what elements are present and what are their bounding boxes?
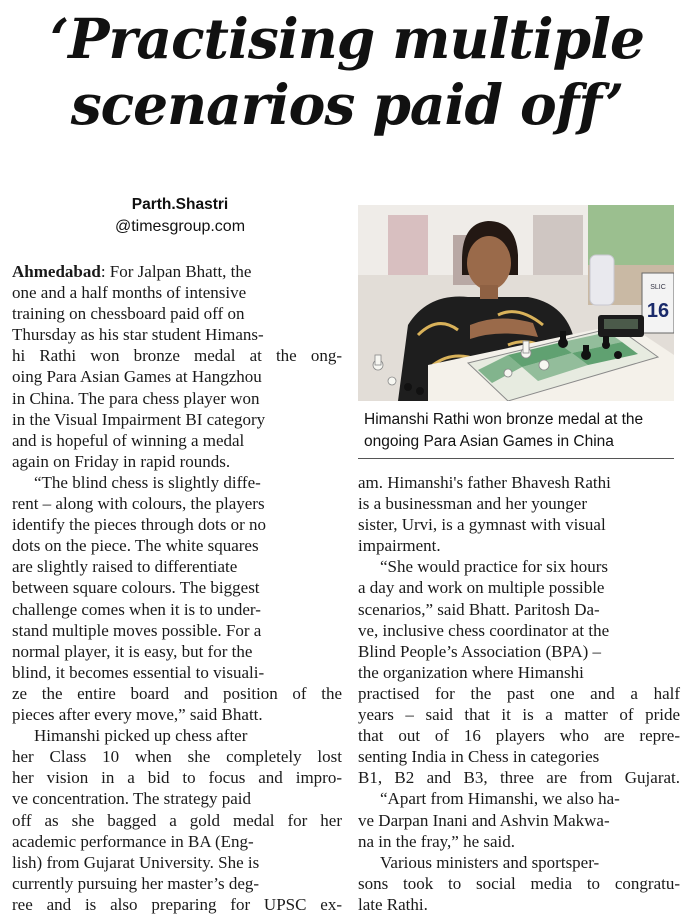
- article-line: sons took to social media to congratu-: [358, 873, 680, 893]
- article-line: blind, it becomes essential to visuali-: [12, 662, 265, 682]
- article-line: her Class 10 when she completely lost: [12, 747, 342, 767]
- article-line: dots on the piece. The white squares: [12, 536, 259, 556]
- article-line: ze the entire board and position of the: [12, 683, 342, 703]
- table-brand: SLIC: [650, 284, 666, 291]
- article-line: ve Darpan Inani and Ashvin Makwa-: [358, 810, 610, 830]
- article-line: between square colours. The biggest: [12, 578, 260, 598]
- article-line: hi Rathi won bronze medal at the ong-: [12, 346, 342, 366]
- article-line: her vision in a bid to focus and impro-: [12, 768, 342, 788]
- article-line: that out of 16 players who are repre-: [358, 726, 680, 746]
- article-line: normal player, it is easy, but for the: [12, 641, 253, 661]
- article-line: identify the pieces through dots or no: [12, 515, 267, 535]
- article-line: Thursday as his star student Himans-: [12, 325, 264, 345]
- article-line: currently pursuing her master’s deg-: [12, 873, 260, 893]
- article-line: and is hopeful of winning a medal: [12, 430, 245, 450]
- article-line: is a businessman and her younger: [358, 494, 587, 514]
- article-line: : For Jalpan Bhatt, the: [100, 262, 252, 281]
- article-line: the organization where Himanshi: [358, 662, 584, 682]
- dateline: Ahmedabad: [12, 262, 101, 281]
- byline-author: Parth.Shastri: [131, 196, 229, 213]
- article-line: impairment.: [358, 536, 441, 556]
- caption-line-2: ongoing Para Asian Games in China: [364, 433, 614, 450]
- article-line: in China. The para chess player won: [12, 388, 260, 408]
- article-line: B1, B2 and B3, three are from Gujarat.: [358, 768, 680, 788]
- headline-line-1: ‘Practising multiple: [49, 6, 645, 71]
- article-line: senting India in Chess in categories: [358, 747, 600, 767]
- article-line: scenarios,” said Bhatt. Paritosh Da-: [358, 599, 600, 619]
- caption-line-1: Himanshi Rathi won bronze medal at the: [364, 411, 644, 428]
- article-line: am. Himanshi's father Bhavesh Rathi: [358, 473, 611, 492]
- chess-player-illustration: [358, 205, 674, 401]
- article-line: sister, Urvi, is a gymnast with visual: [358, 515, 606, 535]
- article-line: ve, inclusive chess coordinator at the: [358, 620, 610, 640]
- article-line: a day and work on multiple possible: [358, 578, 605, 598]
- photo-caption: [358, 401, 674, 459]
- article-line: again on Friday in rapid rounds.: [12, 451, 231, 471]
- article-line: one and a half months of intensive: [12, 283, 247, 303]
- byline-handle: @timesgroup.com: [114, 218, 246, 235]
- article-line: ree and is also preparing for UPSC ex-: [12, 894, 342, 914]
- article-column-1-bottom: [12, 472, 342, 915]
- table-number-card: 16: [646, 300, 670, 322]
- article-line: “Apart from Himanshi, we also ha-: [380, 789, 620, 809]
- article-line: academic performance in BA (Eng-: [12, 831, 254, 851]
- article-line: pieces after every move,” said Bhatt.: [12, 705, 263, 725]
- article-line: stand multiple moves possible. For a: [12, 620, 262, 640]
- article-line: Various ministers and sportsper-: [380, 852, 600, 872]
- article-line: “She would practice for six hours: [380, 557, 609, 577]
- article-line: na in the fray,” he said.: [358, 831, 516, 851]
- article-line: late Rathi.: [358, 894, 428, 914]
- article-line: rent – along with colours, the players: [12, 494, 265, 514]
- byline: [100, 194, 260, 238]
- article-line: Blind People’s Association (BPA) –: [358, 641, 602, 661]
- article-column-2: [358, 472, 680, 915]
- article-line: practised for the past one and a half: [358, 683, 680, 703]
- article-column-1-top: [12, 261, 342, 472]
- article-line: training on chessboard paid off on: [12, 304, 245, 324]
- article-line: ve concentration. The strategy paid: [12, 789, 252, 809]
- headline: [0, 6, 694, 138]
- article-line: challenge comes when it is to under-: [12, 599, 261, 619]
- article-line: years – said that it is a matter of pride: [358, 705, 680, 725]
- headline-line-2: scenarios paid off’: [70, 72, 624, 137]
- article-line: “The blind chess is slightly diffe-: [34, 473, 261, 492]
- article-line: oing Para Asian Games at Hangzhou: [12, 367, 262, 387]
- article-line: lish) from Gujarat University. She is: [12, 852, 260, 872]
- article-line: in the Visual Impairment BI category: [12, 409, 266, 429]
- news-photo: [358, 205, 674, 401]
- article-line: Himanshi picked up chess after: [34, 726, 248, 746]
- article-line: off as she bagged a gold medal for her: [12, 810, 342, 830]
- article-line: are slightly raised to differentiate: [12, 557, 238, 577]
